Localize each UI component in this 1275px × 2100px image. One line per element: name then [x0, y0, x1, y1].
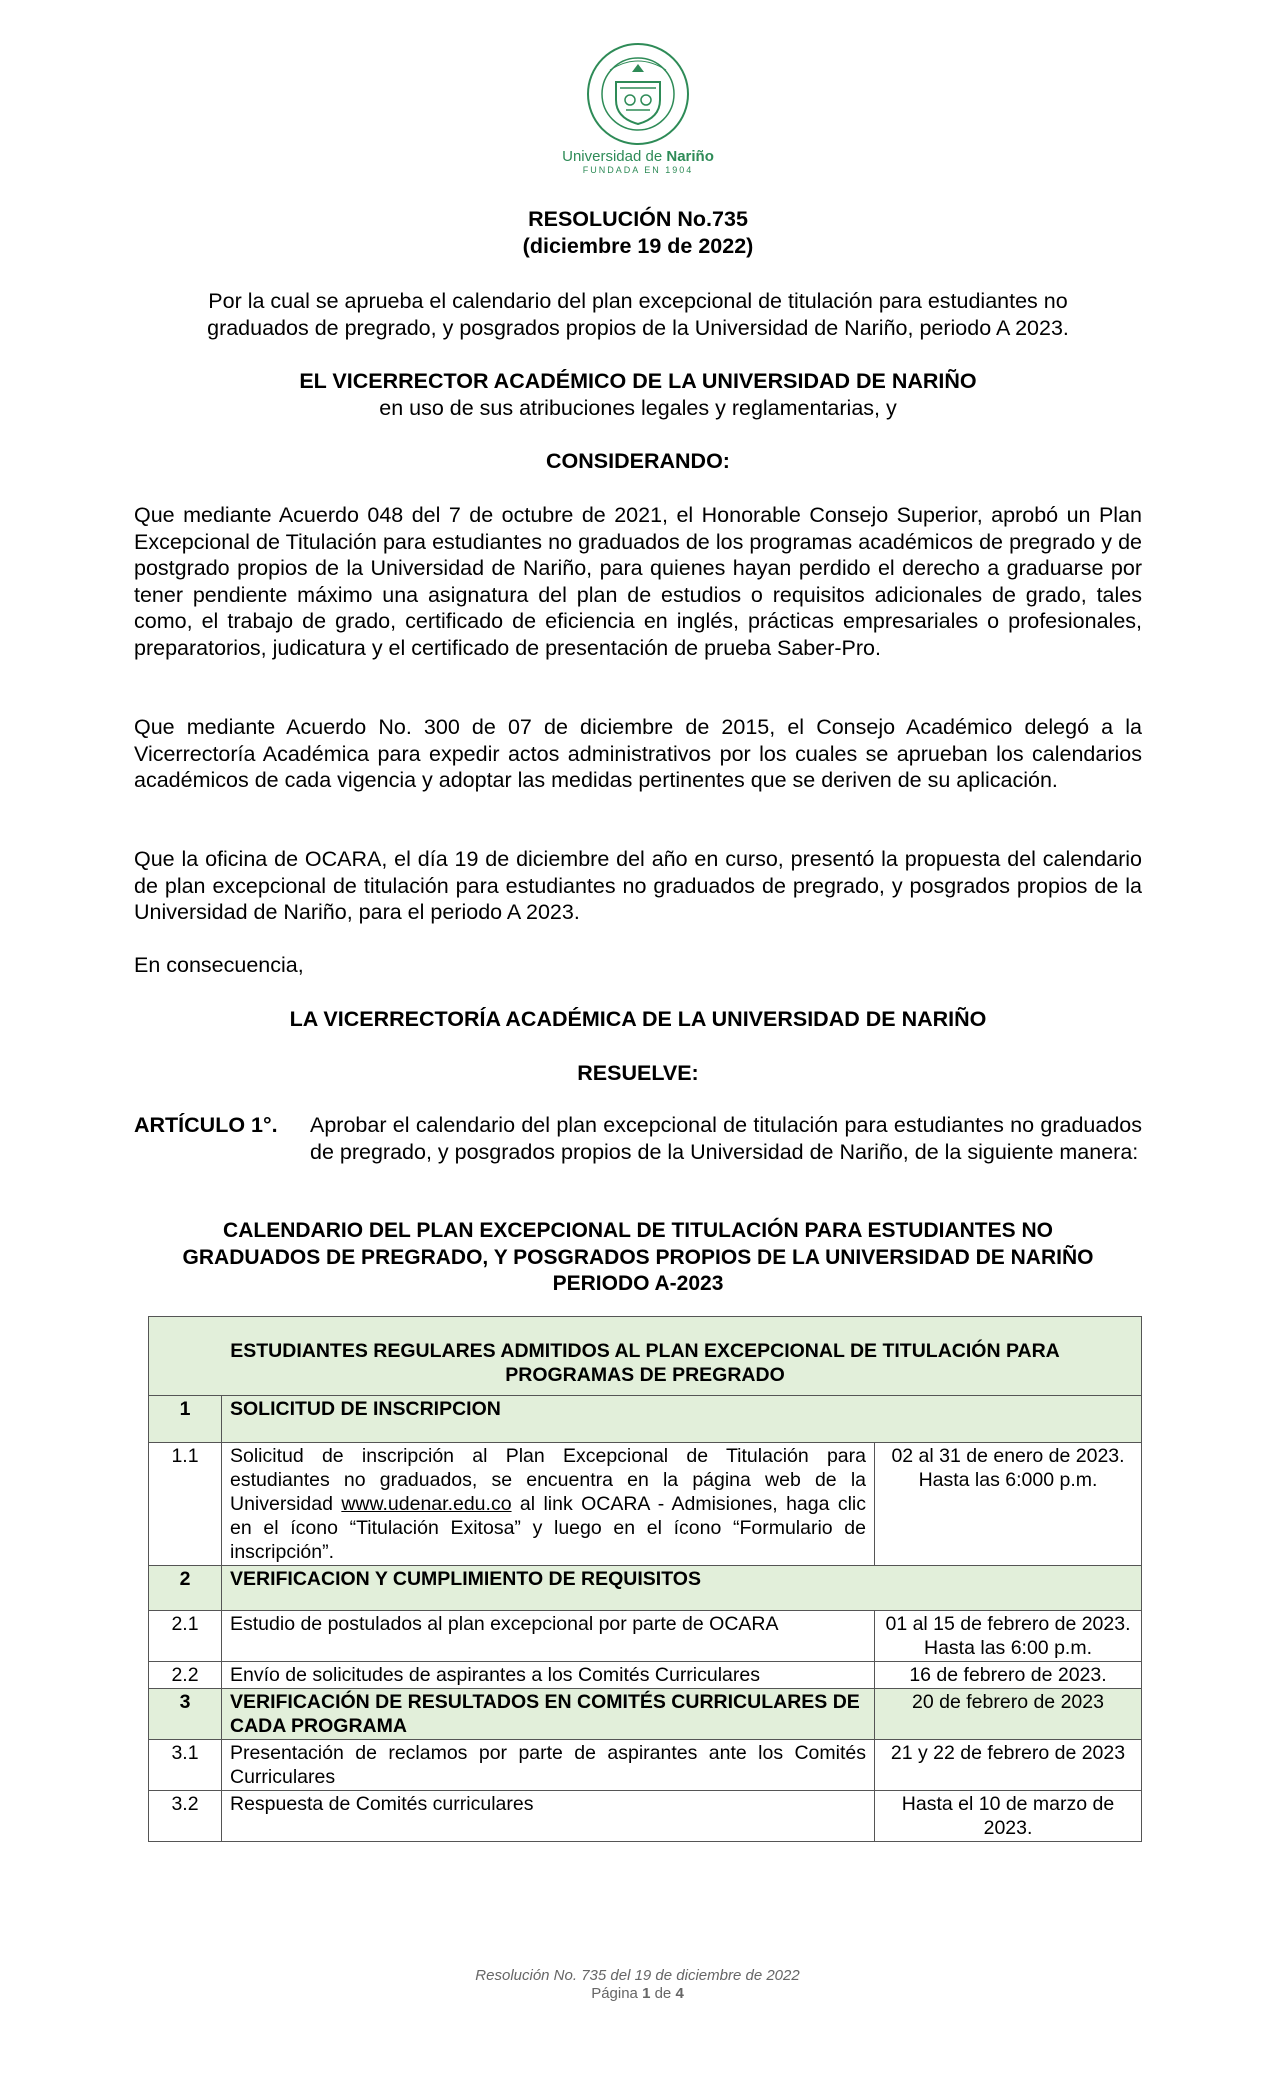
row-description: Respuesta de Comités curriculares — [222, 1791, 875, 1842]
authority-block — [134, 368, 1142, 421]
row-date: 20 de febrero de 2023 — [875, 1689, 1142, 1740]
table-row: 2.2 Envío de solicitudes de aspirantes a los Comités Curriculares 16 de febrero de 2023. — [149, 1662, 1142, 1689]
row-date: 01 al 15 de febrero de 2023. Hasta las 6:00 p.m. — [875, 1611, 1142, 1662]
resolution-title — [134, 206, 1142, 259]
section-row: 1 SOLICITUD DE INSCRIPCION — [149, 1396, 1142, 1443]
section-row: 2 VERIFICACION Y CUMPLIMIENTO DE REQUISITOS — [149, 1566, 1142, 1611]
logo-wordmark: Universidad de Nariño — [562, 148, 714, 165]
table-header-row — [149, 1317, 1142, 1396]
row-date: Hasta el 10 de marzo de 2023. — [875, 1791, 1142, 1842]
resolving-body: LA VICERRECTORÍA ACADÉMICA DE LA UNIVERSIDAD DE NARIÑO — [289, 1007, 987, 1031]
paragraph-1: Que mediante Acuerdo 048 del 7 de octubre de 2021, el Honorable Consejo Superior, aprobó un Plan Excepcional de Titulación para estudiantes no graduados de los programas académicos de pregrado y de postgrado propios de la Universidad de Nariño, para quienes hayan perdido el derecho a graduarse por tener pendiente máximo una asignatura del plan de estudios o requisitos adicionales de grado, tales como, el trabajo de grado, certificado de eficiencia en inglés, prácticas empresariales o profesionales, preparatorios, judicatura y el certificado de presentación de prueba Saber-Pro. — [134, 503, 1142, 660]
calendar-title: CALENDARIO DEL PLAN EXCEPCIONAL DE TITULACIÓN PARA ESTUDIANTES NO GRADUADOS DE PREGRADO, Y POSGRADOS PROPIOS DE LA UNIVERSIDAD DE NARIÑO PERIODO A-2023 — [182, 1219, 1094, 1295]
row-description: Presentación de reclamos por parte de aspirantes ante los Comités Curriculares — [222, 1740, 875, 1791]
article-text: Aprobar el calendario del plan excepcional de titulación para estudiantes no graduados de pregrado, y posgrados propios de la Universidad de Nariño, de la siguiente manera: — [310, 1113, 1142, 1164]
row-date: 21 y 22 de febrero de 2023 — [875, 1740, 1142, 1791]
article-label: ARTÍCULO 1°. — [134, 1113, 278, 1137]
table-row: 2.1 Estudio de postulados al plan excepcional por parte de OCARA 01 al 15 de febrero de 2023. Hasta las 6:00 p.m. — [149, 1611, 1142, 1662]
page-footer — [0, 1967, 1275, 2003]
considering-heading: CONSIDERANDO: — [546, 449, 730, 473]
table-header: ESTUDIANTES REGULARES ADMITIDOS AL PLAN EXCEPCIONAL DE TITULACIÓN PARA PROGRAMAS DE PREGRADO — [149, 1317, 1142, 1396]
table-row: 3.2 Respuesta de Comités curriculares Hasta el 10 de marzo de 2023. — [149, 1791, 1142, 1842]
row-description: Solicitud de inscripción al Plan Excepcional de Titulación para estudiantes no graduados, se encuentra en la página web de la Universidad www.udenar.edu.co al link OCARA - Admisiones, haga clic en el ícono “Titulación Exitosa” y luego en el ícono “Formulario de inscripción”. — [222, 1443, 875, 1566]
footer-page-number: Página 1 de 4 — [591, 1985, 684, 2002]
resolve-heading: RESUELVE: — [577, 1061, 699, 1085]
row-date: 02 al 31 de enero de 2023. Hasta las 6:000 p.m. — [875, 1443, 1142, 1566]
paragraph-3: Que la oficina de OCARA, el día 19 de diciembre del año en curso, presentó la propuesta del calendario de plan excepcional de titulación para estudiantes no graduados de pregrado, y posgrados propios de la Universidad de Nariño, para el periodo A 2023. — [134, 847, 1142, 924]
resolution-subject: Por la cual se aprueba el calendario del plan excepcional de titulación para estudiantes no graduados de pregrado, y posgrados propios de la Universidad de Nariño, periodo A 2023. — [207, 289, 1069, 340]
row-description: Estudio de postulados al plan excepcional por parte de OCARA — [222, 1611, 875, 1662]
article-1 — [134, 1112, 1142, 1165]
footer-resolution: Resolución No. 735 del 19 de diciembre de 2022 — [475, 1967, 800, 1984]
authority-subtitle: en uso de sus atribuciones legales y reglamentarias, y — [379, 395, 897, 420]
section-row: 3 VERIFICACIÓN DE RESULTADOS EN COMITÉS CURRICULARES DE CADA PROGRAMA 20 de febrero de 2023 — [149, 1689, 1142, 1740]
authority-title: EL VICERRECTOR ACADÉMICO DE LA UNIVERSIDAD DE NARIÑO — [299, 369, 977, 393]
udenar-link[interactable]: www.udenar.edu.co — [341, 1493, 512, 1515]
resolution-date: (diciembre 19 de 2022) — [522, 233, 754, 258]
paragraph-4: En consecuencia, — [134, 953, 304, 977]
logo-founded: FUNDADA EN 1904 — [582, 165, 694, 175]
row-description: Envío de solicitudes de aspirantes a los Comités Curriculares — [222, 1662, 875, 1689]
resolution-number: RESOLUCIÓN No.735 — [528, 207, 748, 231]
university-logo — [555, 42, 721, 182]
paragraph-2: Que mediante Acuerdo No. 300 de 07 de diciembre de 2015, el Consejo Académico delegó a la Vicerrectoría Académica para expedir actos administrativos por los cuales se aprueban los calendarios académicos de cada vigencia y adoptar las medidas pertinentes que se deriven de su aplicación. — [134, 715, 1142, 792]
university-seal-icon — [586, 42, 690, 146]
calendar-table — [148, 1316, 1142, 1842]
table-row: 3.1 Presentación de reclamos por parte de aspirantes ante los Comités Curriculares 21 y 22 de febrero de 2023 — [149, 1740, 1142, 1791]
table-row: 1.1 Solicitud de inscripción al Plan Excepcional de Titulación para estudiantes no graduados, se encuentra en la página web de la Universidad www.udenar.edu.co al link OCARA - Admisiones, haga clic en el ícono “Titulación Exitosa” y luego en el ícono “Formulario de inscripción”. 02 al 31 de enero de 2023. Hasta las 6:000 p.m. — [149, 1443, 1142, 1566]
row-date: 16 de febrero de 2023. — [875, 1662, 1142, 1689]
